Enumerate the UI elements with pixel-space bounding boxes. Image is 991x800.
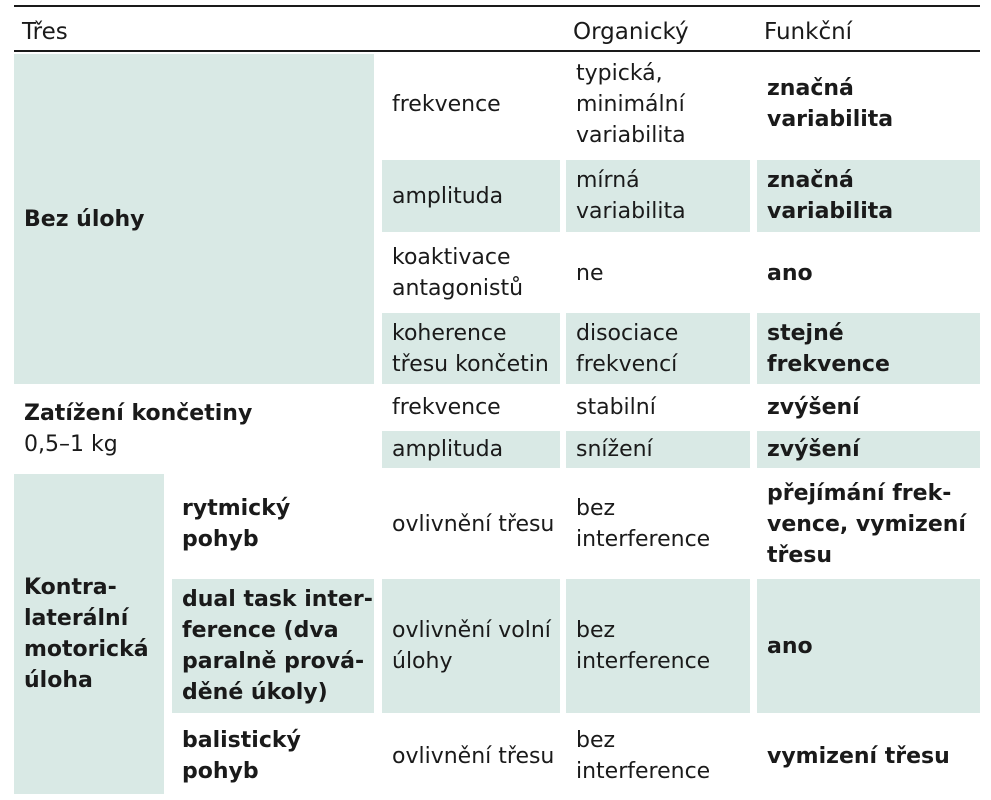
param-rytmicky: ovlivnění třesu	[392, 511, 555, 537]
organic-koherence: disociace frekvencí	[566, 313, 750, 384]
zatizeni-label: Zatížení končetiny	[24, 400, 253, 426]
organic-zatizeni-amplituda: snížení	[566, 431, 750, 468]
functional-balisticky: vymizení třesu	[767, 743, 950, 769]
functional-frekvence: značná variabilita	[767, 76, 894, 132]
functional-zatizeni-amplituda: zvýšení	[757, 431, 980, 468]
organic-rytmicky: bez interference	[576, 496, 711, 552]
functional-dual-task: ano	[757, 579, 980, 713]
param-balisticky: ovlivnění třesu	[392, 743, 555, 769]
param-zatizeni-frekvence: frekvence	[392, 394, 501, 420]
sub-balisticky: balistický pohyb	[182, 728, 301, 784]
functional-zatizeni-frekvence: zvýšení	[767, 394, 860, 420]
param-zatizeni-amplituda: amplituda	[382, 431, 560, 468]
sub-dual-task: dual task inter- ference (dva paralně prová- děné úkoly)	[172, 579, 374, 713]
functional-amplituda: značná variabilita	[757, 160, 980, 232]
zatizeni-sublabel: 0,5–1 kg	[24, 431, 118, 457]
table-top-rule	[14, 5, 980, 7]
header-tres: Třes	[22, 19, 68, 45]
organic-zatizeni-frekvence: stabilní	[576, 394, 656, 420]
organic-koaktivace: ne	[576, 260, 604, 286]
param-frekvence: frekvence	[392, 91, 501, 117]
param-koaktivace: koaktivace antagonistů	[392, 245, 524, 301]
row-label-bez-ulohy: Bez úlohy	[14, 54, 374, 384]
param-dual-task: ovlivnění volní úlohy	[382, 579, 560, 713]
param-amplituda: amplituda	[382, 160, 560, 232]
param-koherence: koherence třesu končetin	[382, 313, 560, 384]
functional-koherence: stejné frekvence	[757, 313, 980, 384]
organic-dual-task: bez interference	[566, 579, 750, 713]
functional-rytmicky: přejímání frek- vence, vymizení třesu	[767, 480, 966, 568]
row-label-zatizeni	[14, 389, 374, 468]
header-organicky: Organický	[573, 19, 689, 45]
functional-koaktivace: ano	[767, 260, 813, 286]
organic-frekvence: typická, minimální variabilita	[576, 60, 686, 148]
sub-rytmicky: rytmický pohyb	[182, 496, 291, 552]
organic-balisticky: bez interference	[576, 728, 711, 784]
row-label-kontralateralni: Kontra- laterální motorická úloha	[14, 474, 164, 794]
header-rule	[14, 50, 980, 52]
organic-amplituda: mírná variabilita	[566, 160, 750, 232]
header-funkcni: Funkční	[764, 19, 853, 45]
